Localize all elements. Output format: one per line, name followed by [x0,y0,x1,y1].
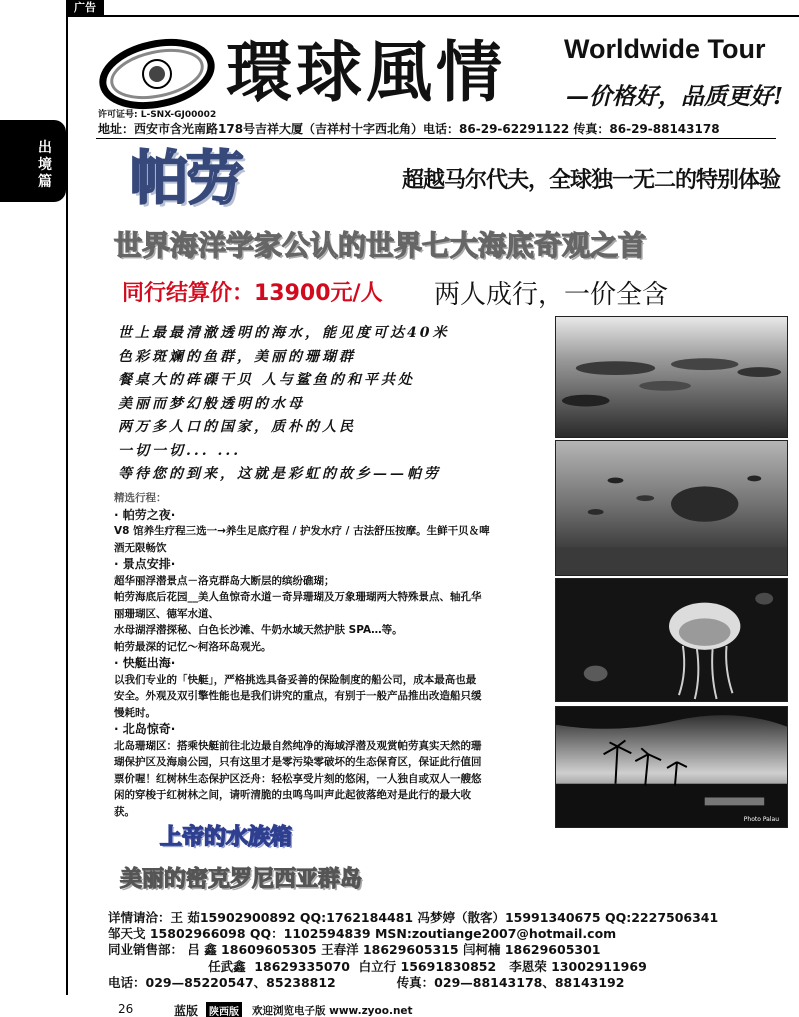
section-tab-char: 篇 [38,174,52,190]
poem-line: 美丽而梦幻般透明的水母 [118,395,305,412]
header-divider [96,138,776,139]
poem-line: 世上最最清澈透明的海水，能见度可达40米 [118,325,450,341]
poem-line: 两万多人口的国家，质朴的人民 [118,419,356,435]
itinerary-line: 水母湖浮潜探秘、白色长沙滩、牛奶水域天然护肤 SPA…等。 [114,624,403,636]
headline-tagline: 超越马尔代夫，全球独一无二的特别体验 [402,168,781,193]
contact-line: 任武鑫 18629335070 白立行 15691830852 李恩荣 13002911969 [108,958,647,974]
trade-price: 同行结算价：13900元/人 [122,281,383,306]
poem-line: 等待您的到来，这就是彩虹的故乡——帕劳 [118,466,441,482]
itinerary-line: 瑚保护区及海扇公园，只有这里才是零污染零破坏的生态保育区，保证此行值回 [114,756,482,768]
destination-title: 帕劳 [130,144,243,212]
contact-line: 电话：029—85220547、85238812 传真：029—88143178、88143192 [108,974,625,990]
contact-info [108,910,718,991]
website-link[interactable]: 欢迎浏览电子版 www.zyoo.net [252,1005,413,1017]
poem-line: 一切一切... ... [118,442,242,459]
contact-line: 同业销售部： 吕 鑫 18609605305 王春洋 18629605315 闫柯楠 18629605301 [108,942,601,958]
poem-line: 色彩斑斓的鱼群，美丽的珊瑚群 [118,348,356,365]
ad-label: 广告 [66,0,104,16]
brand-name-cn: 環球風情 [226,33,506,111]
subtitle-aquarium: 上帝的水族箱 [160,825,293,850]
photo-jellyfish [555,578,788,702]
itinerary-line: 以我们专业的「快艇」，严格挑选具备妥善的保险制度的船公司，成本最高也最 [114,673,477,686]
subtitle-micronesia: 美丽的密克罗尼西亚群岛 [120,867,363,892]
itinerary-heading: · 景点安排· [114,557,176,571]
itinerary-line: 帕劳最深的记忆～柯洛环岛观光。 [114,640,272,653]
section-tab-char: 出 [38,140,52,156]
itinerary-line: 慢耗时。 [114,706,156,719]
itinerary-line: 安全。外观及双引擎性能也是我们讲究的重点，有别于一般产品推出改造船只缓 [114,690,482,702]
contact-line: 邹天戈 15802966098 QQ：1102594839 MSN:zoutiange2007@hotmail.com [108,926,617,942]
section-tab-char: 境 [38,157,52,173]
company-address: 地址：西安市含光南路178号吉祥大厦（吉祥村十字西北角）电话：86-29-62291122 传真：86-29-88143178 [98,122,720,136]
license-number: 许可证号: L-SNX-GJ00002 [98,110,217,120]
edition-badge: 陕西版 [206,1002,242,1017]
itinerary-heading: · 北岛惊奇· [114,722,176,736]
itinerary-line: 闲的穿梭于红树林之间，请听清脆的虫鸣鸟叫声此起彼落绝对是此行的最大收 [114,789,471,801]
photo-fish-reef [555,440,788,576]
contact-line: 详情请洽：王 茹15902900892 QQ:1762184481 冯梦婷（散客）15991340675 QQ:2227506341 [108,910,719,925]
photo-sunset-beach [555,706,788,828]
section-tab [0,120,66,202]
intro-poem [118,322,449,487]
brand-name-en: Worldwide Tour [564,34,766,64]
page-number: 26 [118,1002,134,1016]
price-condition: 两人成行，一价全含 [434,280,669,310]
itinerary-line: 超华丽浮潜景点－洛克群岛大断层的缤纷礁瑚； [114,574,335,587]
edition-label: 蓝版 [174,1004,199,1017]
itinerary-heading: · 快艇出海· [114,656,176,670]
brand-slogan: —价格好，品质更好! [566,83,784,110]
headline-main: 世界海洋学家公认的世界七大海底奇观之首 [114,229,647,262]
globe-logo-icon [98,38,216,110]
itinerary-line: 票价喔！红树林生态保护区泛舟：轻松享受片刻的悠闲，一人独自或双人一艘悠 [114,772,482,785]
itinerary-line: 帕劳海底后花园__美人鱼惊奇水道－奇异珊瑚及万象珊瑚两大特殊景点、轴孔华 [114,591,482,603]
photo-rock-islands [555,316,788,438]
poem-line: 餐桌大的砗磲干贝 人与鲨鱼的和平共处 [118,372,415,388]
itinerary-line: 酒无限畅饮 [114,541,167,554]
itinerary [114,490,554,820]
itinerary-heading: · 帕劳之夜· [114,507,176,522]
itinerary-line: 北岛珊瑚区：搭乘快艇前往北边最自然纯净的海域浮潜及观赏帕劳真实天然的珊 [114,739,482,752]
photo-credit: Photo Palau [743,816,779,823]
itinerary-title: 精选行程： [114,492,167,504]
itinerary-line: 获。 [114,805,135,818]
itinerary-line: V8 馆养生疗程三选一→养生足底疗程 / 护发水疗 / 古法舒压按摩。生鲜干贝＆啤 [114,525,490,537]
itinerary-line: 丽珊瑚区、德军水道、 [114,607,219,620]
